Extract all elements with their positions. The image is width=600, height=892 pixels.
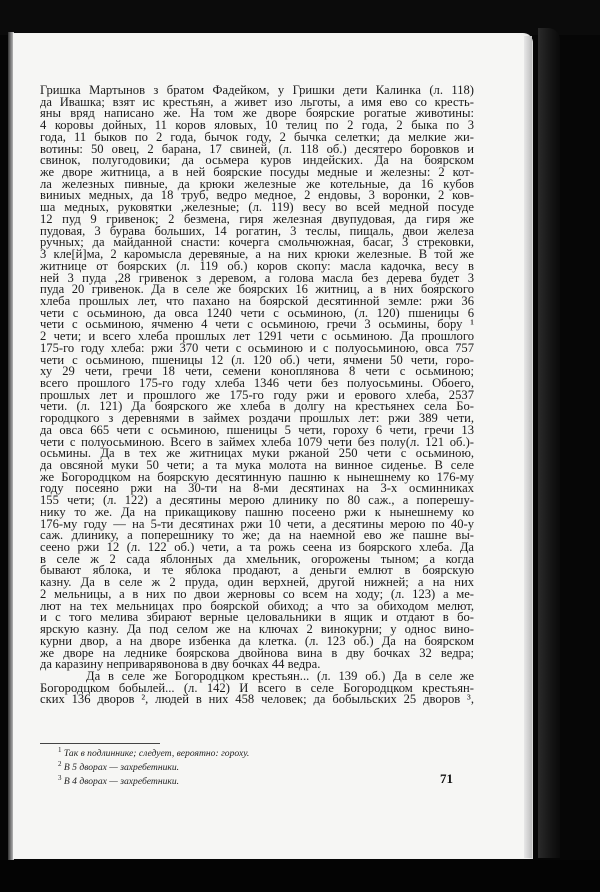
text-line: 155 чети; (л. 122) а десятины мерою длинику по 80 саж., а поперешу- — [40, 493, 474, 508]
text-line: курни двор, а на дворе избенка да клетка. (л. 123 об.) Да на боярском — [40, 633, 474, 648]
footnote-1 — [58, 745, 458, 759]
text-line: осьмины. Да в тех же житницах муки ржаной 250 чети с осьминою, — [40, 446, 474, 461]
footnote-text: В 4 дворах — захребетники. — [63, 776, 180, 788]
text-line: Да в селе же Богородцком крестьян... (л. 139 об.) Да в селе же — [86, 668, 474, 683]
text-line: ских 136 дворов ², людей в них 458 человек; да бобыльских 25 дворов ³, — [40, 692, 474, 707]
text-line: 2 чети; и всего хлеба прошлых лет 1291 чети с осьминою. Да прошлого — [40, 329, 474, 344]
text-line: году посеяно ржи на 30-ти на 8-ми десятинах на 3-х осминниках — [40, 481, 474, 496]
text-line: ярскую казну. Да под селом же на ключах 2 винокурни; у однос вино- — [40, 622, 474, 637]
text-line: ша медных, руковятки ,железные; (л. 119) весу во всей медной посуде — [40, 200, 474, 215]
text-line: 4 коровы дойных, 11 коров яловых, 10 телиц по 2 года, 2 быка по 3 — [40, 118, 474, 133]
scan-bottom-background — [0, 860, 600, 892]
footnote-3 — [58, 773, 458, 787]
text-line: саж. длинику, а поперешнику то же; да на наемной ево же пашне вы- — [40, 528, 474, 543]
text-line: чети с осьминою, ячменю 4 чети с осьминою, гречи 3 осьмины, бору ¹ — [40, 317, 474, 332]
text-line: ней 3 пуда ,28 гривенок з деревом, а голова масла без дерева будет 3 — [40, 270, 474, 285]
footnote-text: В 5 дворах — захребетники. — [63, 762, 180, 774]
text-line: же дворе житница, а в ней боярские посуды медные и железны: 2 кот- — [40, 165, 474, 180]
scan-top-background — [0, 0, 600, 35]
footnote-2 — [58, 759, 458, 773]
text-line: же Богородцком на боярскую десятинную пашню к нынешнему ко 176-му — [40, 469, 474, 484]
text-line: нику то же. Да на прикащикову пашню посеено ржи к нынешнему ко — [40, 504, 474, 519]
footnote-text: Так в подлиннике; следует, вероятно: гороху. — [63, 748, 250, 759]
page-number: 71 — [440, 771, 453, 786]
text-line: ручных; да майданной снасти: кочерга смольчюжная, басаг, 3 стрековки, — [40, 235, 474, 250]
text-line: года, 11 быков по 2 года, бычок году, 2 бычка селетки; да мелкие жи- — [40, 129, 474, 144]
body-text — [40, 85, 474, 706]
text-line: хлеба прошлых лет, что пахано на боярской десятинной земле: ржи 36 — [40, 293, 474, 308]
text-line: чети. (л. 121) Да боярского же хлеба в долгу на крестьянех села Бо- — [40, 399, 474, 414]
text-line: городцкого з деревнями в займех роздачи прошлых лет: ржи 389 чети, — [40, 411, 474, 426]
footnote-mark: 2 — [58, 760, 62, 769]
text-line: 176-му году — на 5-ти десятинах ржи 10 чети, а десятины мерою по 40-у — [40, 516, 474, 531]
text-line: и с того мелива збирают верные целовальники в ящик и отдают в бо- — [40, 610, 474, 625]
text-line: чети с осьминою, да овса 1240 чети с осьминою, (л. 120) пшеницы 6 — [40, 305, 474, 320]
text-line: же дворе на леднике боярскова двойнова вина в дву бочках 32 ведра; — [40, 645, 474, 660]
text-line: свинок, полугодовики; да осьмера куров индейских. Да на боярском — [40, 153, 474, 168]
page-right-edge — [524, 36, 532, 858]
text-line: да овса 665 чети с осьминою, пшеницы 5 чети, гороху 6 чети, гречи 13 — [40, 422, 474, 437]
footnotes — [58, 745, 458, 788]
text-line: сеено ржи 12 (л. 122 об.) чети, а та рожь сеена из боярского хлеба. Да — [40, 540, 474, 555]
text-line: 12 пуд 9 гривенок; 2 безмена, гиря железная двупудовая, да гиря же — [40, 211, 474, 226]
text-line: казну. Да в селе ж 2 пруда, один верхней, другой нижней; а на них — [40, 575, 474, 590]
text-line: чети с полуосьминою. Всего в займех хлеба 1079 чети без полу(л. 121 об.)- — [40, 434, 474, 449]
footnote-mark: 1 — [58, 746, 62, 754]
text-line: вотины: 50 овец, 2 барана, 17 свиней, (л. 118 об.) десятеро боровков и — [40, 141, 474, 156]
text-line: житнице от боярских (л. 119 об.) коров скопу: масла кадочка, весу в — [40, 258, 474, 273]
text-line: ла железных пивные, да крюки железные же котельные, да 16 кубов — [40, 176, 474, 191]
text-line: Гришка Мартынов з братом Фадейком, у Гришки дети Калинка (л. 118) — [40, 83, 474, 97]
footnote-mark: 3 — [58, 774, 62, 783]
text-line: Богородцком бобылей... (л. 142) И всего в селе Богородцком крестьян- — [40, 680, 474, 695]
book-binding-edge — [538, 28, 560, 858]
text-line: виниых медных, да 18 труб, ведро медное, 2 ендовы, 3 воронки, 2 ков- — [40, 188, 474, 203]
text-line: 175-го году хлеба: ржи 370 чети с осьминою и с полуосьминою, овса 757 — [40, 340, 474, 355]
text-line: да каразину неприварявонова в дву бочках 44 ведра. — [40, 657, 321, 672]
text-line: да овсяной муки 50 чети; а та мука молота на винное сиденье. В селе — [40, 458, 474, 472]
text-line: в селе ж 2 сада яблонных да хмельник, огорожены тыном; а когда — [40, 551, 474, 566]
text-line: яны вряд написано же. На том же дворе боярские рогатые животины: — [40, 106, 474, 121]
text-line: да Ивашка; взят ис крестьян, а живет изо льготы, а имя ево со кресть- — [40, 94, 474, 109]
text-line: чети с осьминою, пшеницы 12 (л. 120 об.) чети, ячмени 50 чети, горо- — [40, 352, 474, 367]
text-line: пудовая, 3 бурава больших, 14 рогатин, 3 теслы, пищаль, двои железа — [40, 223, 474, 238]
text-line: 2 мельницы, а в них по двои жерновы со всем на ходу; (л. 123) а ме- — [40, 586, 474, 601]
text-line: пуда 20 гривенок. Да в селе же боярских 16 житниц, а в них боярского — [40, 282, 474, 297]
text-line: ху 29 чети, гречи 18 чети, семени коноплянова 8 чети с осьминою; — [40, 364, 474, 379]
text-line: прошлых лет и прошлого же 175-го году ржи и ерового хлеба, 2537 — [40, 387, 474, 402]
footnote-separator — [40, 743, 160, 744]
text-line: 3 кле[й]ма, 2 каромысла деревяные, а на них крюки железные. В той же — [40, 247, 474, 262]
text-line: всего прошлого 175-го году хлеба 1346 чети без полуосьмины. Обоего, — [40, 375, 474, 390]
text-line: лют на тех мельницах про боярской обиход; а что за обиходом мелют, — [40, 598, 474, 613]
text-line: бывают яблока, и те яблока продают, а деньги емлют в боярскую — [40, 563, 474, 578]
